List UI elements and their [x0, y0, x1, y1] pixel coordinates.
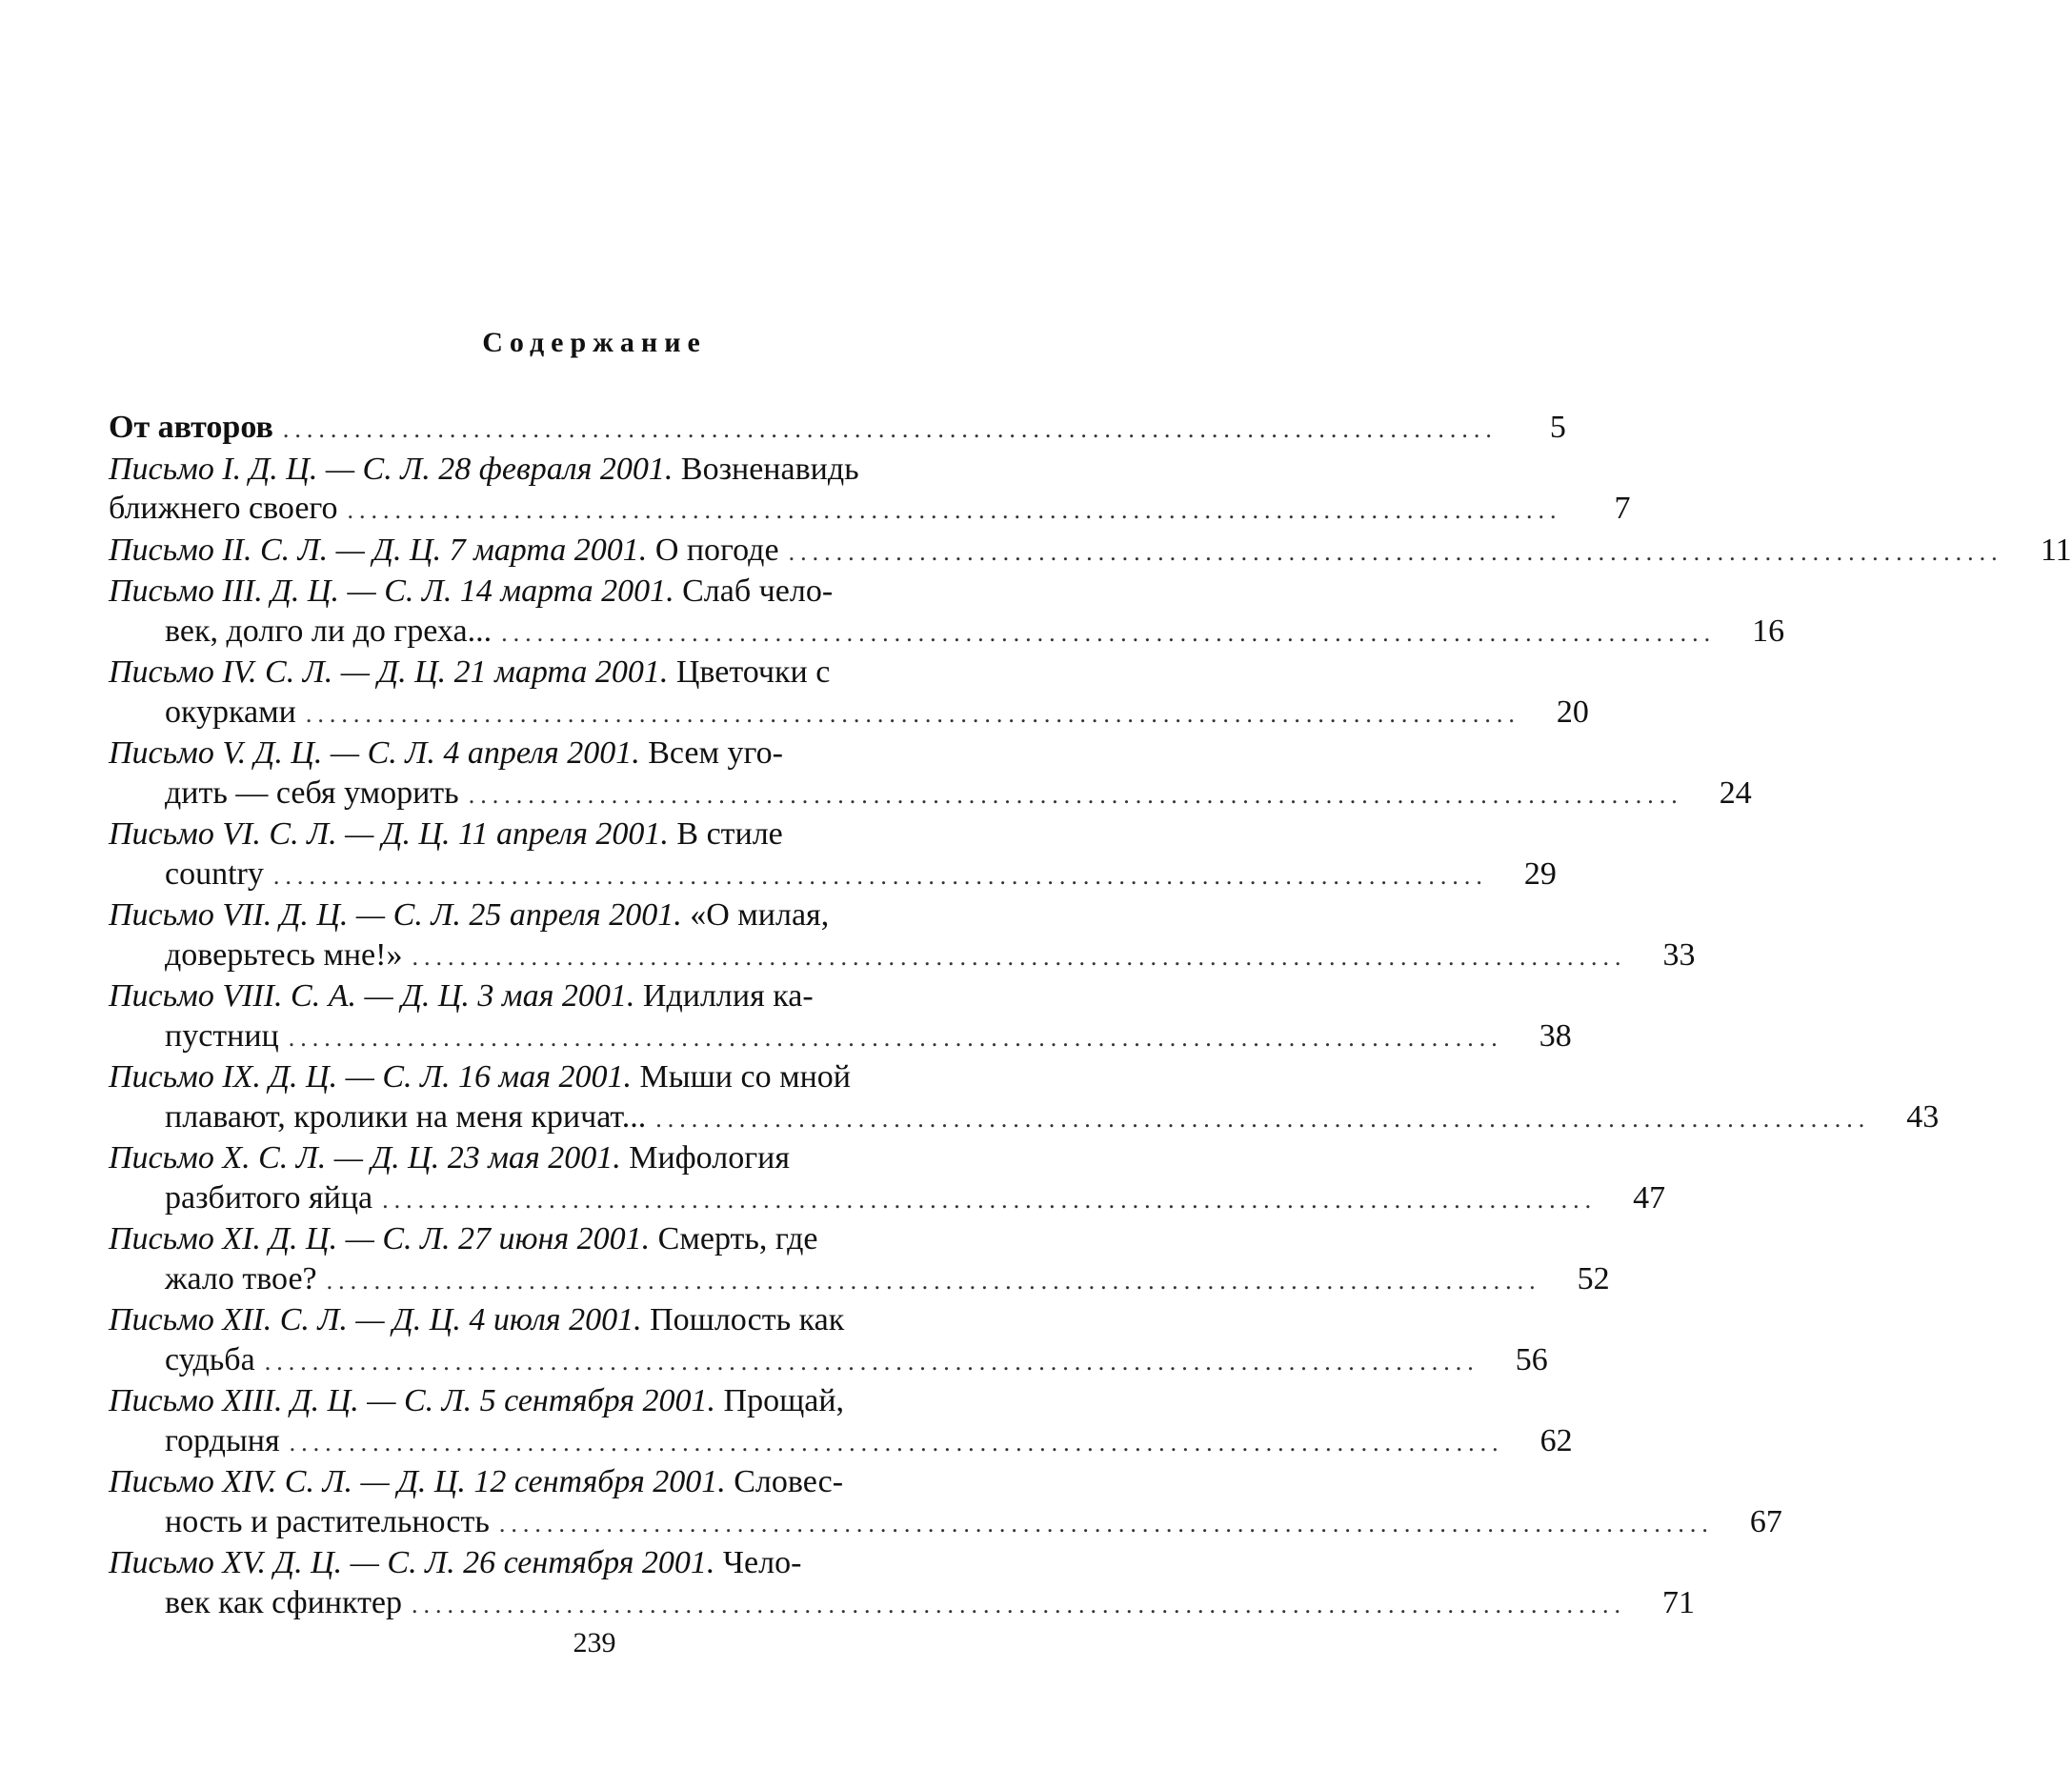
toc-entry-final-line	[109, 612, 1785, 653]
toc-entry-letter-heading: Письмо X. С. Л. — Д. Ц. 23 мая 2001.	[109, 1140, 621, 1176]
page-title: Содержание	[482, 327, 707, 358]
toc-entry[interactable]	[109, 1057, 1940, 1138]
toc-entry-first-line	[109, 976, 1047, 1016]
toc-page-number: 67	[1749, 1503, 1782, 1539]
toc-entry-first-line	[109, 895, 1047, 935]
toc-entry-text	[165, 1340, 255, 1380]
dot-leader: ......................................................................................................	[501, 618, 1717, 647]
dot-leader: ......................................................................................................	[412, 1590, 1627, 1618]
toc-entry-final-line	[109, 774, 1752, 815]
dot-leader: ......................................................................................................	[347, 496, 1562, 524]
toc-entry-title-continued: дить — себя уморить	[165, 774, 459, 811]
toc-entry-final-line	[109, 693, 1589, 734]
toc-page-number: 20	[1556, 693, 1589, 730]
toc-page-number: 33	[1662, 936, 1696, 973]
toc-page-number: 62	[1539, 1422, 1573, 1458]
dot-leader: ......................................................................................................	[288, 1023, 1503, 1052]
dot-leader: ......................................................................................................	[655, 1104, 1871, 1133]
toc-entry-title-continued: судьба	[165, 1341, 255, 1377]
toc-entry-final-line	[109, 1340, 1548, 1382]
dot-leader: ......................................................................................................	[412, 942, 1627, 971]
dot-leader: ......................................................................................................	[305, 699, 1520, 728]
toc-entry[interactable]	[109, 1462, 1782, 1543]
toc-entry-final-line	[109, 489, 1631, 531]
toc-entry-title-continued: гордыня	[165, 1422, 280, 1458]
toc-entry[interactable]	[109, 1300, 1548, 1381]
toc-entry-final-line	[109, 1016, 1572, 1058]
toc-entry-first-line	[109, 450, 1047, 490]
toc-entry-text	[165, 1016, 279, 1056]
toc-entry-final-line	[109, 854, 1557, 896]
toc-entry-title-continued: ность и растительность	[165, 1503, 490, 1539]
toc-page-number: 16	[1752, 613, 1785, 649]
dot-leader: ......................................................................................................	[264, 1347, 1479, 1376]
toc-page-number: 24	[1719, 774, 1752, 811]
toc-entry-text	[165, 1097, 646, 1137]
toc-entry-final-line	[109, 1502, 1782, 1544]
toc-entry-title-continued: плавают, кролики на меня кричат...	[165, 1098, 647, 1135]
toc-entry-title-continued: пустниц	[165, 1017, 279, 1054]
toc-page-number: 71	[1662, 1584, 1696, 1620]
toc-entry-title: О погоде	[647, 532, 779, 568]
toc-entry-letter-heading: Письмо I. Д. Ц. — С. Л. 28 февраля 2001.	[109, 451, 674, 487]
toc-entry-text	[165, 1421, 280, 1461]
toc-entry-title-continued: ближнего своего	[109, 491, 338, 526]
toc-entry[interactable]	[109, 895, 1696, 976]
toc-page-number: 52	[1577, 1260, 1610, 1297]
dot-leader: ......................................................................................................	[468, 780, 1683, 809]
toc-entry-text	[165, 935, 402, 975]
toc-entry-title: Мыши со мной	[632, 1059, 851, 1095]
toc-entry-letter-heading: Письмо XIV. С. Л. — Д. Ц. 12 сентября 2001.	[109, 1464, 726, 1499]
toc-entry-title: Слаб чело-	[674, 573, 834, 609]
toc-entry-final-line	[109, 531, 2072, 573]
toc-entry-first-line	[109, 653, 1047, 693]
toc-entry-title-continued: country	[165, 855, 264, 892]
toc-entry-title-continued: жало твое?	[165, 1260, 317, 1297]
toc-entry-letter-heading: Письмо XV. Д. Ц. — С. Л. 26 сентября 2001.	[109, 1545, 715, 1580]
toc-entry-title: В стиле	[668, 816, 783, 852]
dot-leader: ......................................................................................................	[326, 1266, 1541, 1295]
toc-entry[interactable]	[109, 531, 2072, 573]
toc-entry-text	[165, 774, 459, 814]
toc-entry-title: От авторов	[109, 410, 273, 445]
toc-entry-title: Цветочки с	[668, 654, 831, 690]
toc-entry[interactable]	[109, 734, 1752, 814]
toc-page-number: 7	[1614, 491, 1631, 526]
toc-entry[interactable]	[109, 1219, 1610, 1300]
toc-entry-title-continued: разбитого яйца	[165, 1179, 373, 1216]
toc-entry-first-line	[109, 814, 1047, 854]
toc-page-number: 38	[1539, 1017, 1572, 1054]
toc-entry-text	[165, 1502, 490, 1542]
toc-entry-first-line	[109, 572, 1047, 612]
toc-entry-title-continued: доверьтесь мне!»	[165, 936, 403, 973]
toc-entry-text	[165, 1259, 317, 1299]
toc-entry-letter-heading: Письмо III. Д. Ц. — С. Л. 14 марта 2001.	[109, 573, 674, 609]
toc-entry-text	[165, 612, 492, 652]
toc-entry-text	[165, 1178, 372, 1218]
toc-page-number: 5	[1549, 410, 1566, 445]
toc-entry-title: Идиллия ка-	[634, 978, 814, 1014]
toc-entry-letter-heading: Письмо II. С. Л. — Д. Ц. 7 марта 2001.	[109, 532, 648, 568]
toc-entry-title: Пошлость как	[641, 1302, 845, 1337]
toc-entry-title: Мифология	[620, 1140, 790, 1176]
toc-entry-letter-heading: Письмо XI. Д. Ц. — С. Л. 27 июня 2001.	[109, 1221, 651, 1256]
toc-entry-title-continued: век, долго ли до греха...	[165, 613, 493, 649]
toc-entry-text	[165, 854, 264, 894]
toc-entry-title: Всем уго-	[639, 735, 783, 771]
toc-entry-first-line	[109, 734, 1047, 774]
toc-entry-first-line	[109, 1462, 1047, 1502]
toc-entry-letter-heading: Письмо VI. С. Л. — Д. Ц. 11 апреля 2001.	[109, 816, 669, 852]
toc-entry-final-line	[109, 935, 1696, 977]
toc-entry-text	[109, 531, 779, 571]
dot-leader: ......................................................................................................	[382, 1185, 1598, 1214]
toc-entry-first-line	[109, 1381, 1047, 1421]
toc-entry-title: Прощай,	[715, 1383, 845, 1418]
toc-entry-text	[165, 693, 296, 733]
page-number: 239	[573, 1627, 616, 1658]
toc-entry-title: Словес-	[725, 1464, 844, 1499]
toc-page-number: 43	[1906, 1098, 1940, 1135]
toc-entry-letter-heading: Письмо XII. С. Л. — Д. Ц. 4 июля 2001.	[109, 1302, 642, 1337]
dot-leader: ......................................................................................................	[788, 537, 2003, 566]
toc-entry[interactable]	[109, 1381, 1573, 1462]
toc-page-number: 29	[1523, 855, 1557, 892]
toc-entry-letter-heading: Письмо XIII. Д. Ц. — С. Л. 5 сентября 2001.	[109, 1383, 716, 1418]
toc-entry[interactable]	[109, 653, 1589, 734]
toc-entry-title-continued: век как сфинктер	[165, 1584, 403, 1620]
toc-entry-first-line	[109, 1219, 1047, 1259]
toc-entry-final-line	[109, 1097, 1940, 1139]
toc-entry[interactable]	[109, 408, 1566, 450]
toc-entry-letter-heading: Письмо IV. С. Л. — Д. Ц. 21 марта 2001.	[109, 654, 669, 690]
toc-entry[interactable]	[109, 1138, 1666, 1219]
toc-entry-final-line	[109, 1421, 1573, 1463]
toc-entry-title: Возненавидь	[673, 451, 859, 487]
toc-entry-first-line	[109, 1057, 1047, 1097]
dot-leader: ......................................................................................................	[282, 415, 1498, 443]
toc-entry-first-line	[109, 1138, 1047, 1178]
toc-entry-text	[109, 489, 338, 529]
toc-entry[interactable]	[109, 572, 1785, 653]
toc-entry-final-line	[109, 1583, 1696, 1625]
toc-entry-title: «О милая,	[681, 897, 830, 933]
toc-entry-text	[109, 408, 273, 448]
toc-entry-text	[165, 1583, 402, 1623]
toc-entry-letter-heading: Письмо IX. Д. Ц. — С. Л. 16 мая 2001.	[109, 1059, 633, 1095]
toc-entry[interactable]	[109, 1543, 1696, 1624]
toc-entry-letter-heading: Письмо VII. Д. Ц. — С. Л. 25 апреля 2001.	[109, 897, 682, 933]
toc-entry-final-line	[109, 1178, 1666, 1220]
toc-page-number: 47	[1633, 1179, 1666, 1216]
dot-leader: ......................................................................................................	[272, 861, 1488, 890]
toc-entry-final-line	[109, 408, 1566, 450]
toc-page-number: 56	[1515, 1341, 1548, 1377]
dot-leader: ......................................................................................................	[498, 1509, 1714, 1538]
dot-leader: ......................................................................................................	[289, 1428, 1504, 1457]
table-of-contents	[109, 408, 2072, 1624]
toc-entry[interactable]	[109, 976, 1572, 1057]
toc-page-number: 11	[2040, 532, 2072, 568]
toc-entry-letter-heading: Письмо V. Д. Ц. — С. Л. 4 апреля 2001.	[109, 735, 640, 771]
toc-entry-letter-heading: Письмо VIII. С. А. — Д. Ц. 3 мая 2001.	[109, 978, 635, 1014]
toc-entry-title: Чело-	[714, 1545, 802, 1580]
toc-entry[interactable]	[109, 450, 1631, 531]
toc-entry-title: Смерть, где	[650, 1221, 818, 1256]
toc-entry-first-line	[109, 1543, 1047, 1583]
toc-entry[interactable]	[109, 814, 1557, 895]
toc-entry-final-line	[109, 1259, 1610, 1301]
toc-entry-first-line	[109, 1300, 1047, 1340]
toc-entry-title-continued: окурками	[165, 693, 296, 730]
